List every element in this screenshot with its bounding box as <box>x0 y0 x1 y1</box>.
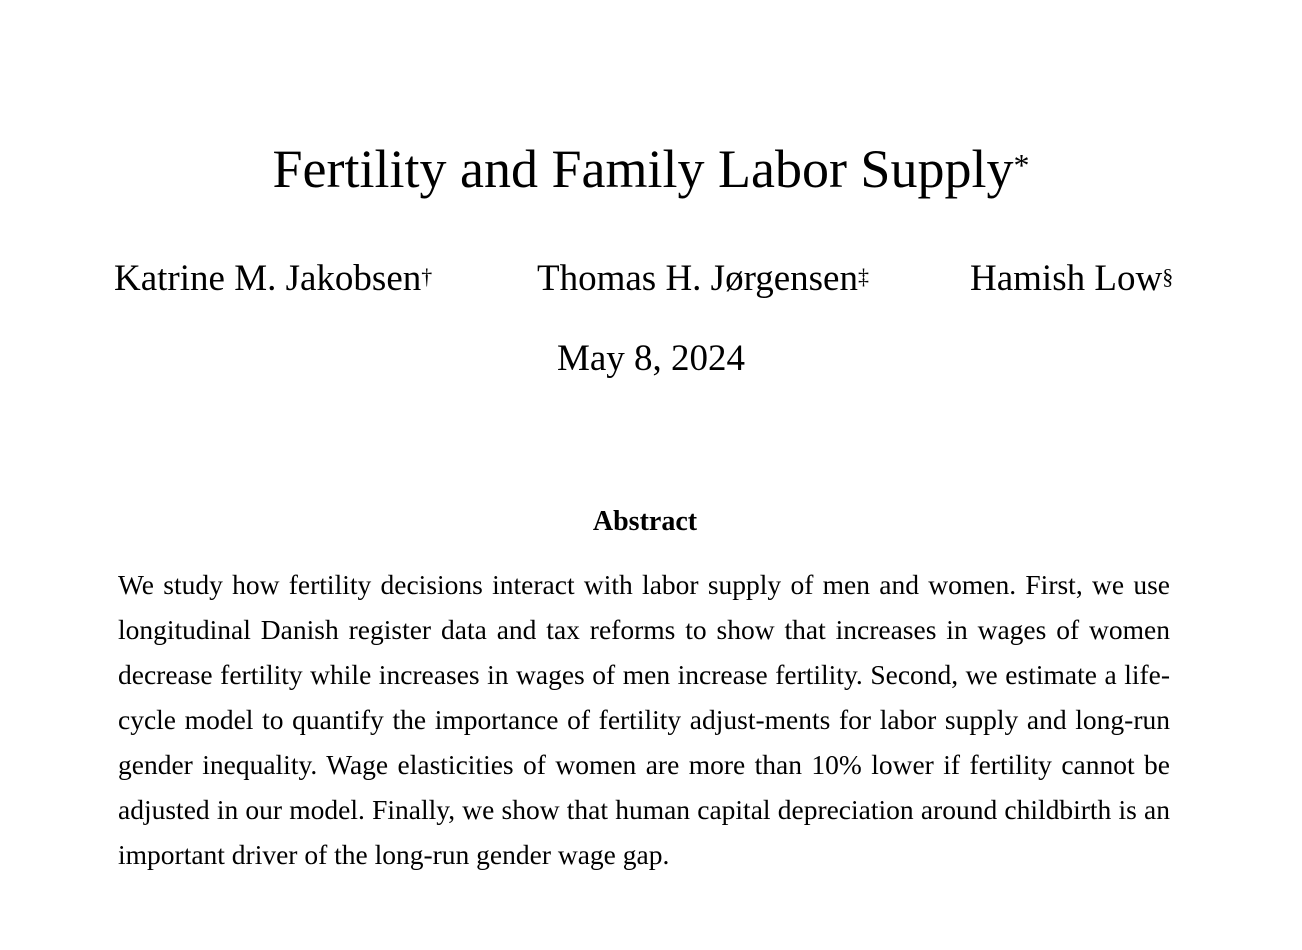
author-3-name: Hamish Low <box>970 258 1163 299</box>
author-1 <box>114 256 432 302</box>
paper-title <box>0 138 1302 200</box>
author-2-name: Thomas H. Jørgensen <box>537 258 858 299</box>
author-2 <box>537 256 869 302</box>
author-list <box>0 256 1302 302</box>
abstract-text: We study how fertility decisions interact with labor supply of men and women. First, we use longitudinal Danish register data and tax reforms to show that increases in wages of women decrease fertility while increases in wages of men increase fertility. Second, we estimate a life-cycle model to quantify the importance of fertility adjust-ments for labor supply and long-run gender inequality. Wage elasticities of women are more than 10% lower if fertility cannot be adjusted in our model. Finally, we show that human capital depreciation around childbirth is an important driver of the long-run gender wage gap. <box>118 569 1170 870</box>
author-1-name: Katrine M. Jakobsen <box>114 258 422 299</box>
paper-title-text: Fertility and Family Labor Supply <box>272 139 1014 199</box>
author-1-footnote-mark: † <box>421 264 433 289</box>
title-footnote-mark: * <box>1013 147 1030 183</box>
abstract-heading: Abstract <box>592 506 698 537</box>
author-3-footnote-mark: § <box>1162 264 1174 289</box>
author-2-footnote-mark: ‡ <box>857 264 869 289</box>
paper-date: May 8, 2024 <box>556 338 746 379</box>
author-3 <box>970 256 1173 302</box>
